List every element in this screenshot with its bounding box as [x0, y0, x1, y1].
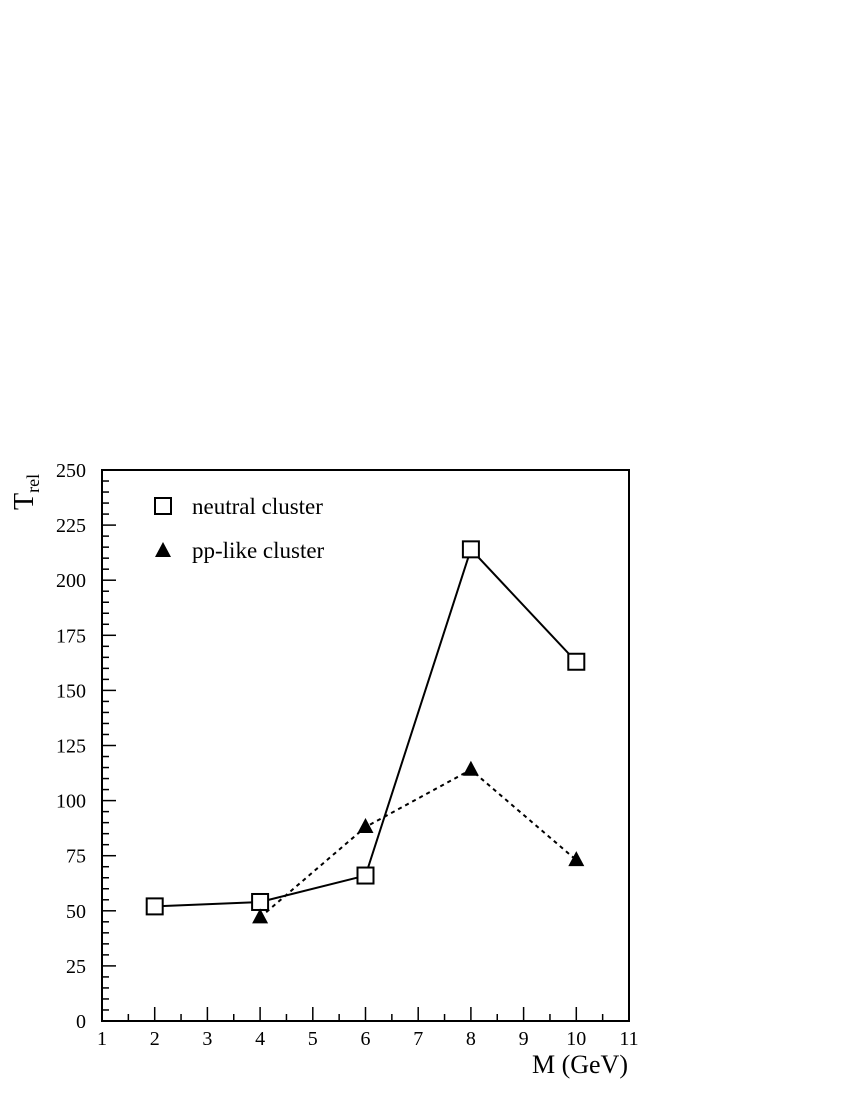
data-point-neutral-cluster [252, 894, 268, 910]
y-tick-label: 125 [56, 735, 86, 758]
data-point-neutral-cluster [568, 654, 584, 670]
axis-ticks [102, 470, 629, 1021]
y-tick-label: 200 [56, 570, 86, 593]
data-point-neutral-cluster [463, 541, 479, 557]
axis-tick-labels [56, 460, 639, 1050]
x-tick-label: 6 [360, 1028, 371, 1050]
legend-label-neutral: neutral cluster [192, 494, 323, 519]
x-tick-label: 11 [619, 1028, 639, 1050]
y-tick-label: 25 [66, 955, 86, 978]
y-tick-label: 50 [66, 900, 86, 923]
series-lines [155, 549, 577, 917]
legend-label-pplike: pp-like cluster [192, 538, 325, 563]
y-tick-label: 250 [56, 460, 86, 482]
series-line-pp-like-cluster [260, 770, 576, 918]
y-tick-label: 225 [56, 515, 86, 538]
data-point-neutral-cluster [147, 898, 163, 914]
y-axis-label [9, 474, 43, 510]
x-tick-label: 10 [566, 1028, 587, 1050]
y-tick-label: 75 [66, 845, 86, 868]
x-tick-label: 7 [413, 1028, 424, 1050]
legend-triangle-marker [155, 542, 171, 557]
x-tick-label: 2 [149, 1028, 160, 1050]
data-point-pp-like-cluster [568, 851, 584, 866]
legend-square-marker [155, 498, 171, 514]
x-tick-label: 4 [255, 1028, 266, 1050]
series-line-neutral-cluster [155, 549, 577, 906]
x-axis-label: M (GeV) [531, 1050, 628, 1079]
y-tick-label: 0 [76, 1011, 86, 1033]
series-markers [147, 541, 585, 923]
data-point-pp-like-cluster [463, 761, 479, 776]
y-axis-label-main: T [9, 492, 40, 510]
y-axis-label-sub: rel [23, 473, 43, 493]
x-tick-label: 3 [202, 1028, 213, 1050]
data-point-neutral-cluster [358, 868, 374, 884]
legend [155, 494, 325, 563]
x-tick-label: 9 [518, 1028, 529, 1050]
y-tick-label: 100 [56, 790, 86, 813]
x-tick-label: 1 [97, 1028, 107, 1050]
data-point-pp-like-cluster [358, 818, 374, 833]
y-tick-label: 150 [56, 680, 86, 703]
plot-frame [102, 470, 629, 1021]
x-tick-label: 5 [307, 1028, 318, 1050]
y-tick-label: 175 [56, 625, 86, 648]
x-tick-label: 8 [465, 1028, 476, 1050]
